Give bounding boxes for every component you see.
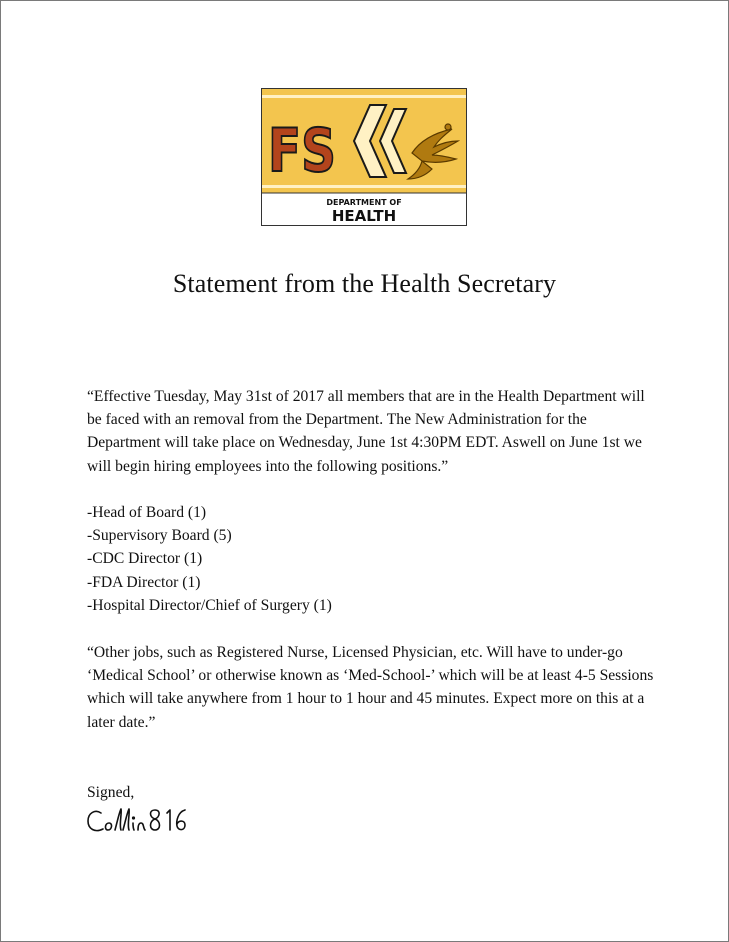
intro-paragraph: “Effective Tuesday, May 31st of 2017 all members that are in the Health Department will be faced with an removal from the Department. The New Administration for the Department will take place on Wednesday, June 1st 4:30PM EDT. Aswell on June 1st we will begin hiring employees into the following positions.” <box>87 388 645 475</box>
other-jobs-paragraph: “Other jobs, such as Registered Nurse, Licensed Physician, etc. Will have to under-go ‘Medical School’ or otherwise known as ‘Med-School-’ which will be at least 4-5 Sessions which will take anywhere from 1 hour to 1 hour and 45 minutes. Expect more on this at a later date.” <box>87 644 654 731</box>
handwritten-signature <box>85 803 197 839</box>
logo-letters: FS <box>268 116 336 186</box>
document-title: Statement from the Health Secretary <box>172 269 557 298</box>
position-item: -FDA Director (1) <box>87 573 201 591</box>
logo-graphic <box>262 89 466 225</box>
positions-list <box>87 501 657 617</box>
logo-caption-line1: DEPARTMENT OF <box>326 198 402 207</box>
logo-caption-line2: HEALTH <box>331 207 397 225</box>
signed-label: Signed, <box>87 784 135 801</box>
logo-top-stripe <box>262 95 466 98</box>
signature-graphic <box>85 803 197 839</box>
department-of-health-logo <box>261 88 467 226</box>
position-item: -CDC Director (1) <box>87 550 203 568</box>
position-item: -Supervisory Board (5) <box>87 527 232 545</box>
position-item: -Head of Board (1) <box>87 504 207 521</box>
position-item: -Hospital Director/Chief of Surgery (1) <box>87 596 332 614</box>
